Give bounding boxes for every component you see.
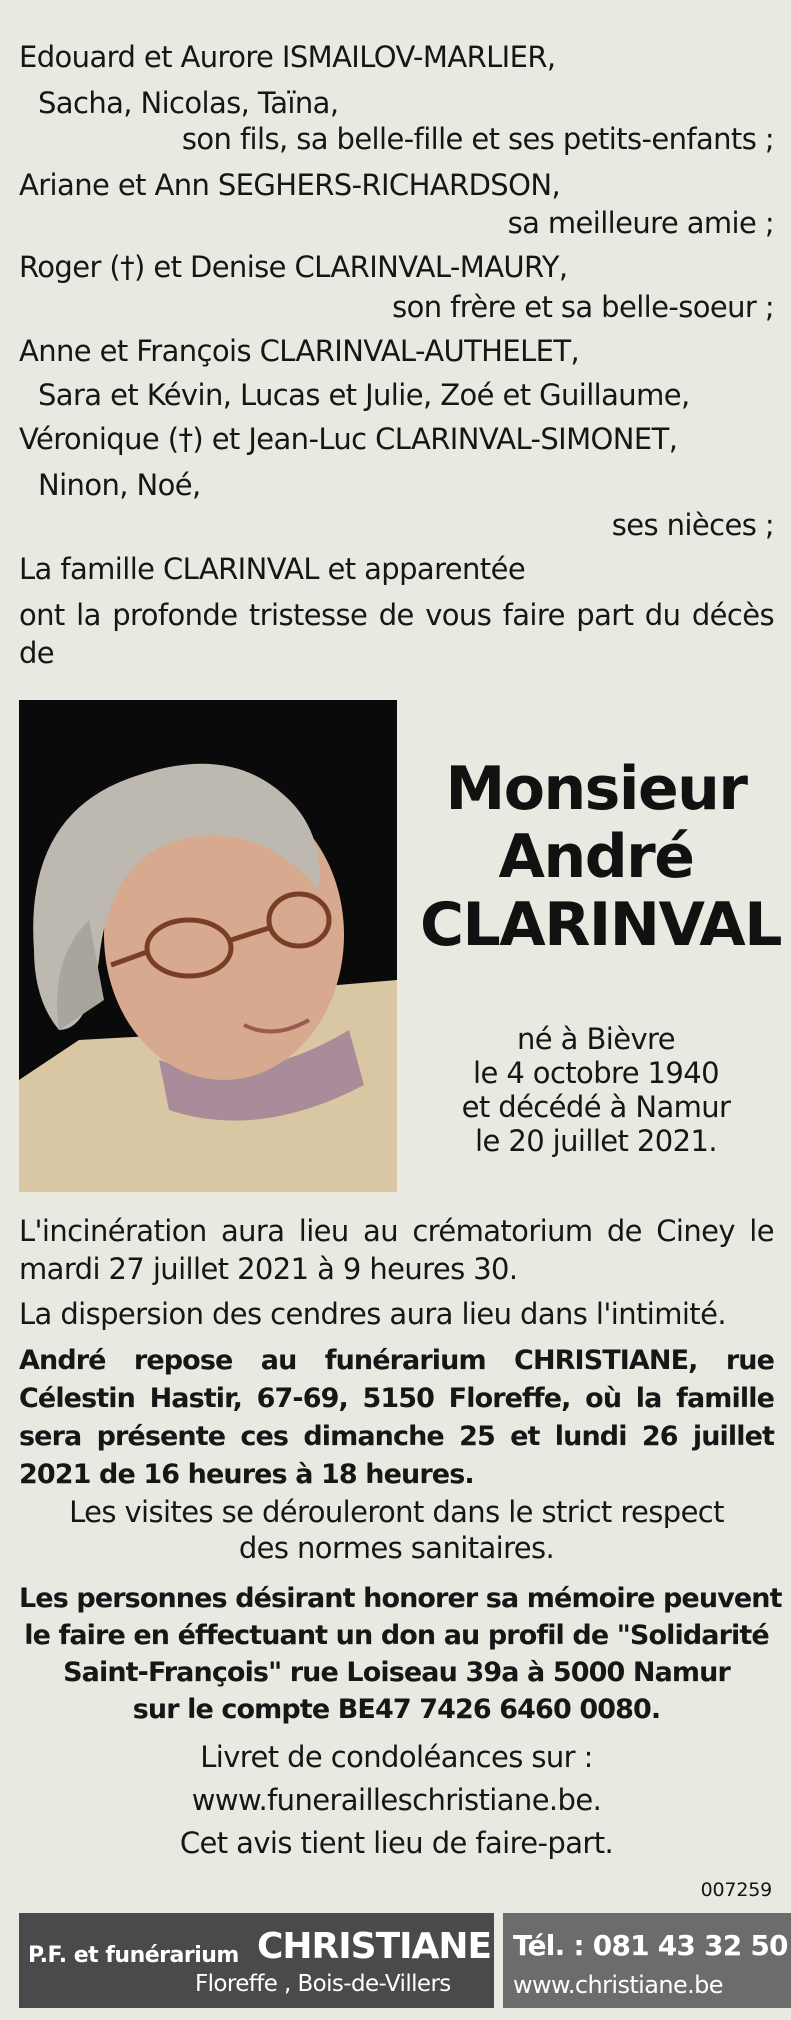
portrait-photo xyxy=(19,700,397,1192)
reference-number: 007259 xyxy=(700,1879,772,1901)
footer-website: www.christiane.be xyxy=(513,1971,723,1999)
condolences-line: Livret de condoléances sur : xyxy=(200,1740,593,1774)
footer-prefix: P.F. et funérarium xyxy=(28,1943,239,1968)
footer-brand: CHRISTIANE xyxy=(257,1926,492,1967)
deceased-title: Monsieur xyxy=(445,754,747,824)
family-line: Edouard et Aurore ISMAILOV-MARLIER, xyxy=(19,40,556,74)
footer-brand-panel xyxy=(19,1913,494,2008)
condolences-line: Cet avis tient lieu de faire-part. xyxy=(179,1826,614,1860)
visits-line: Les visites se dérouleront dans le strict respect xyxy=(69,1495,724,1529)
donation-line: Les personnes désirant honorer sa mémoire peuvent xyxy=(19,1583,782,1614)
family-line: Sara et Kévin, Lucas et Julie, Zoé et Guillaume, xyxy=(38,378,690,412)
family-line: Sacha, Nicolas, Taïna, xyxy=(38,86,339,120)
family-line: son fils, sa belle-fille et ses petits-enfants ; xyxy=(181,122,774,156)
dispersion-text: La dispersion des cendres aura lieu dans l'intimité. xyxy=(19,1297,726,1331)
death-place: et décédé à Namur xyxy=(461,1090,731,1124)
family-line: Ninon, Noé, xyxy=(38,468,201,502)
family-line: ses nièces ; xyxy=(611,508,774,542)
family-line: Véronique (†) et Jean-Luc CLARINVAL-SIMONET, xyxy=(19,422,678,456)
family-line: Anne et François CLARINVAL-AUTHELET, xyxy=(19,334,580,368)
condolences-website: www.funerailleschristiane.be. xyxy=(191,1783,602,1817)
family-line: Roger (†) et Denise CLARINVAL-MAURY, xyxy=(19,250,568,284)
funeral-home-footer xyxy=(0,1913,791,2020)
family-line: son frère et sa belle-soeur ; xyxy=(392,290,774,324)
announcement-text: ont la profonde tristesse de vous faire part du décès de xyxy=(19,598,774,670)
cremation-text: L'incinération aura lieu au crématorium de Ciney le mardi 27 juillet 2021 à 9 heures 30. xyxy=(19,1214,774,1286)
visits-line: des normes sanitaires. xyxy=(238,1531,555,1565)
donation-line: Saint-François" rue Loiseau 39a à 5000 Namur xyxy=(63,1657,730,1688)
footer-phone: Tél. : 081 43 32 50 xyxy=(513,1929,788,1962)
birth-date: le 4 octobre 1940 xyxy=(473,1056,719,1090)
donation-line: sur le compte BE47 7426 6460 0080. xyxy=(132,1694,661,1725)
footer-contact-panel xyxy=(503,1913,791,2008)
dates-block xyxy=(420,1022,772,1158)
donation-line: le faire en éffectuant un don au profil de "Solidarité xyxy=(24,1620,769,1651)
deceased-first-name: André xyxy=(498,822,694,892)
death-date: le 20 juillet 2021. xyxy=(475,1124,717,1158)
family-line: La famille CLARINVAL et apparentée xyxy=(19,552,526,586)
funerarium-text: André repose au funérarium CHRISTIANE, rue Célestin Hastir, 67-69, 5150 Floreffe, où la famille sera présente ces dimanche 25 et lundi 26 juillet 2021 de 16 heures à 18 heures. xyxy=(19,1345,774,1490)
deceased-last-name: CLARINVAL xyxy=(420,890,781,960)
family-line: Ariane et Ann SEGHERS-RICHARDSON, xyxy=(19,168,561,202)
birth-place: né à Bièvre xyxy=(517,1022,675,1056)
footer-locations: Floreffe , Bois-de-Villers xyxy=(195,1971,451,1997)
deceased-name-block xyxy=(420,754,781,960)
family-line: sa meilleure amie ; xyxy=(507,206,774,240)
